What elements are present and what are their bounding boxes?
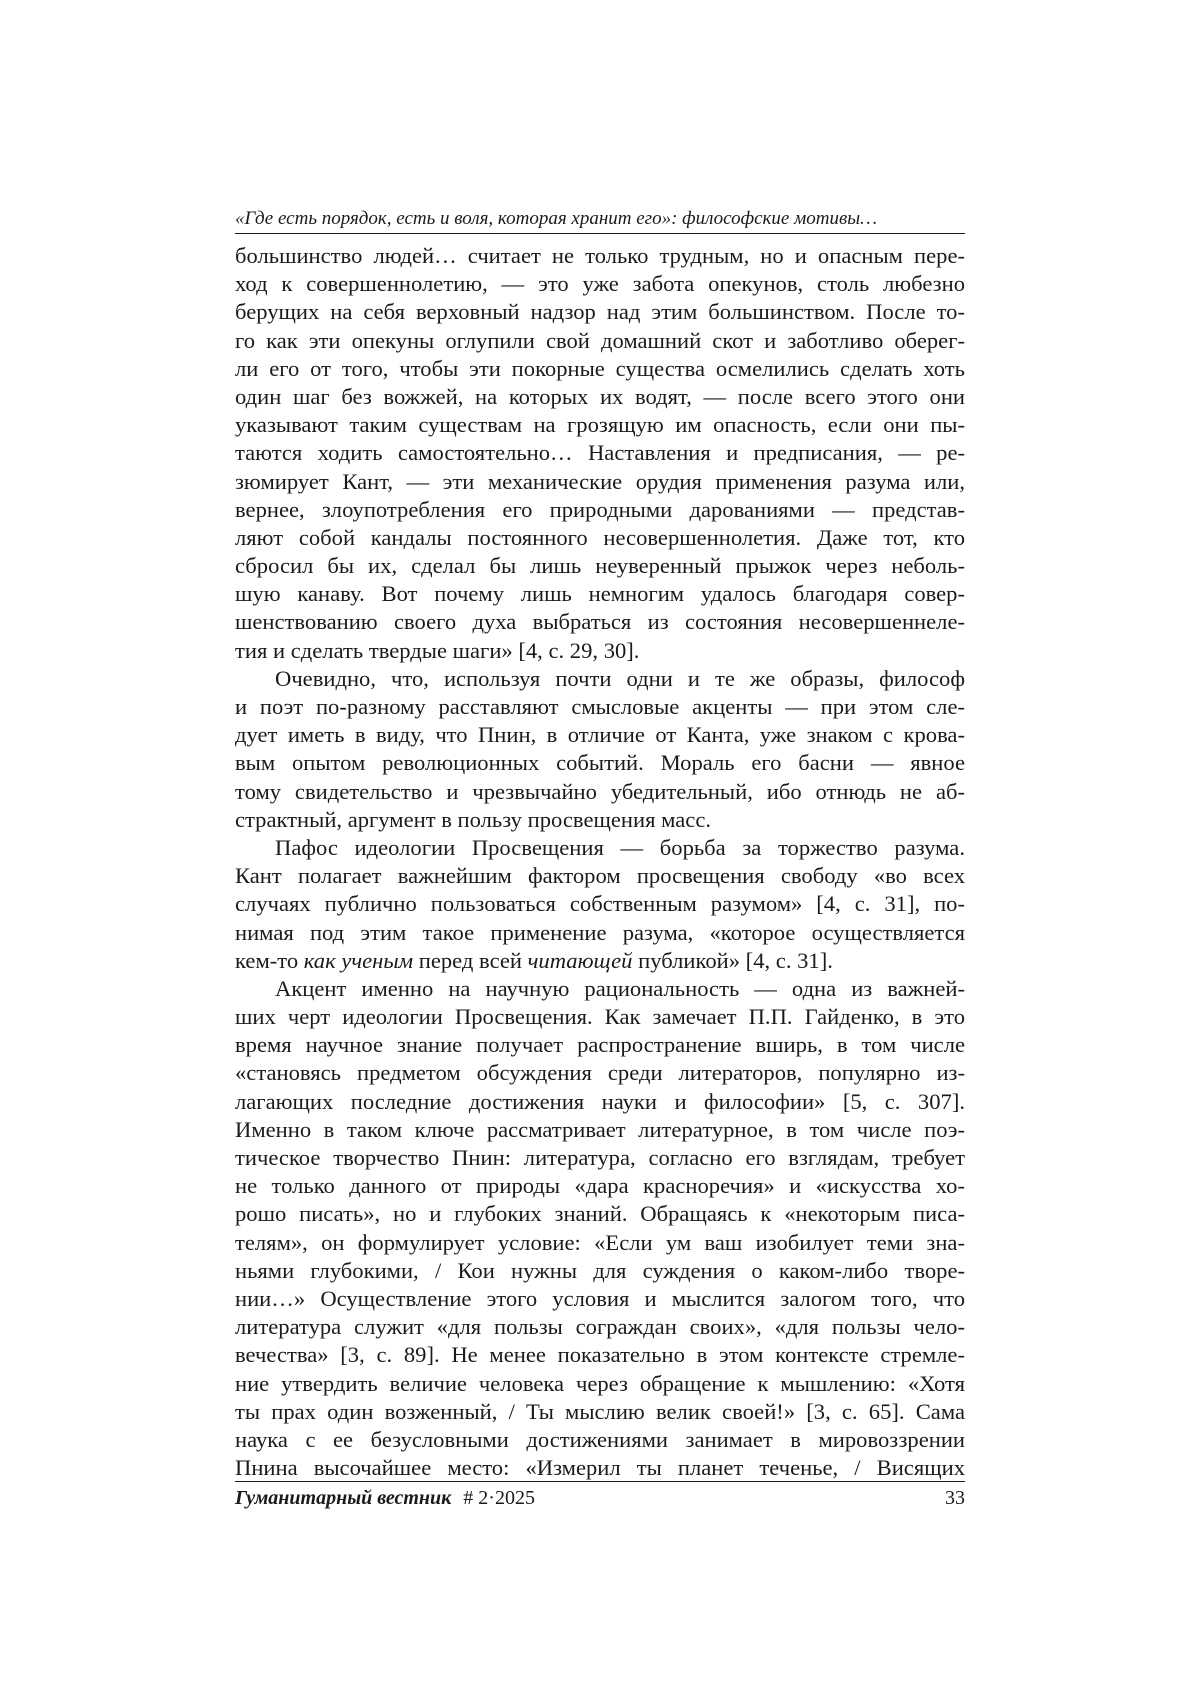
text-span: вечества» [3, с. 89]. Не менее показательно в этом контексте стремле-	[235, 1342, 965, 1368]
text-span: наука с ее безусловными достижениями занимает в мировоззрении	[235, 1426, 965, 1452]
text-span: Пнина высочайшее место: «Измерил ты планет теченье, / Висящих	[235, 1455, 965, 1481]
text-span: шую канаву. Вот почему лишь немногим удалось благодаря совер-	[235, 581, 965, 607]
text-span: ние утвердить величие человека через обращение к мышлению: «Хотя	[235, 1370, 965, 1396]
text-line	[235, 496, 965, 524]
text-line	[235, 1426, 965, 1454]
text-span: вым опытом революционных событий. Мораль его басни — явное	[235, 750, 965, 776]
text-span: не только данного от природы «дара красноречия» и «искусства хо-	[235, 1173, 965, 1199]
article-body	[235, 242, 965, 1482]
italic-text: читающей	[527, 947, 633, 973]
text-line	[235, 1313, 965, 1341]
text-line	[235, 355, 965, 383]
text-span: тическое творчество Пнин: литература, согласно его взглядам, требует	[235, 1145, 965, 1170]
text-line	[235, 552, 965, 580]
text-span: сбросил бы их, сделал бы лишь неуверенный прыжок через неболь-	[235, 553, 965, 579]
text-line	[235, 524, 965, 552]
text-span: таются ходить самостоятельно… Наставления и предписания, — ре-	[235, 440, 965, 466]
text-span: нии…» Осуществление этого условия и мыслится залогом того, что	[235, 1285, 965, 1311]
italic-text: как ученым	[303, 947, 414, 973]
text-span: телям», он формулирует условие: «Если ум ваш изобилует теми зна-	[235, 1229, 965, 1255]
text-line	[235, 1144, 965, 1172]
text-line	[235, 778, 965, 806]
text-span: ход к совершеннолетию, — это уже забота опекунов, столь любезно	[235, 271, 965, 297]
text-span: дует иметь в виду, что Пнин, в отличие от Канта, уже знаком с крова-	[235, 722, 965, 748]
text-span: нимая под этим такое применение разума, «которое осуществляется	[235, 919, 965, 945]
text-span: «становясь предметом обсуждения среди литераторов, популярно из-	[235, 1060, 965, 1086]
text-line	[235, 1059, 965, 1087]
text-span: время научное знание получает распространение вширь, в том числе	[235, 1032, 965, 1058]
text-line	[235, 468, 965, 496]
footer-divider	[235, 1481, 965, 1482]
text-span: шенствованию своего духа выбраться из состояния несовершеннеле-	[235, 609, 965, 635]
text-line	[235, 1088, 965, 1116]
header-divider	[235, 233, 965, 234]
text-line	[235, 665, 965, 693]
text-span: тому свидетельство и чрезвычайно убедительный, ибо отнюдь не аб-	[235, 778, 965, 804]
text-span: Очевидно, что, используя почти одни и те же образы, философ	[275, 665, 965, 691]
text-line	[235, 693, 965, 721]
text-span: ньями глубокими, / Кои нужны для суждения о каком-либо творе-	[235, 1257, 965, 1283]
text-line	[235, 749, 965, 777]
text-span: ты прах один возженный, / Ты мыслию велик своей!» [3, с. 65]. Сама	[235, 1398, 965, 1424]
text-line	[235, 1229, 965, 1257]
text-line	[235, 806, 965, 834]
text-span: литература служит «для пользы сограждан своих», «для пользы чело-	[235, 1314, 965, 1340]
text-line	[235, 1285, 965, 1313]
text-span: го как эти опекуны оглупили свой домашний скот и заботливо оберег-	[235, 327, 965, 353]
text-span: ших черт идеологии Просвещения. Как замечает П.П. Гайденко, в это	[235, 1004, 965, 1030]
text-span: лагающих последние достижения науки и философии» [5, с. 307].	[235, 1088, 965, 1114]
text-span: указывают таким существам на грозящую им опасность, если они пы-	[235, 412, 965, 438]
text-span: тия и сделать твердые шаги» [4, с. 29, 30].	[235, 637, 640, 663]
text-line	[235, 890, 965, 918]
issue-number: # 2·2025	[463, 1487, 535, 1509]
text-line	[235, 1172, 965, 1200]
text-line	[235, 298, 965, 326]
text-span: Кант полагает важнейшим фактором просвещения свободу «во всех	[235, 863, 965, 889]
text-line	[235, 975, 965, 1003]
page-number: 33	[945, 1487, 965, 1509]
text-line	[235, 721, 965, 749]
text-line	[235, 1454, 965, 1482]
text-line	[235, 1370, 965, 1398]
text-line	[235, 1341, 965, 1369]
text-line	[235, 1116, 965, 1144]
text-span: страктный, аргумент в пользу просвещения масс.	[235, 806, 711, 832]
text-line	[235, 411, 965, 439]
text-line	[235, 608, 965, 636]
text-span: берущих на себя верховный надзор над этим большинством. После то-	[235, 299, 965, 325]
text-span: кем-то	[235, 947, 304, 973]
text-line	[235, 1200, 965, 1228]
text-span: и поэт по-разному расставляют смысловые акценты — при этом сле-	[235, 694, 965, 719]
text-span: ли его от того, чтобы эти покорные существа осмелились сделать хоть	[235, 355, 965, 381]
text-span: рошо писать», но и глубоких знаний. Обращаясь к «некоторым писа-	[235, 1201, 965, 1227]
text-line	[235, 383, 965, 411]
text-line	[235, 1031, 965, 1059]
text-span: публикой» [4, с. 31].	[632, 947, 833, 973]
text-line	[235, 270, 965, 298]
text-span: случаях публично пользоваться собственным разумом» [4, с. 31], по-	[235, 891, 965, 917]
text-line	[235, 580, 965, 608]
text-line	[235, 637, 965, 665]
text-span: ляют собой кандалы постоянного несовершеннолетия. Даже тот, кто	[235, 524, 965, 550]
text-line	[235, 834, 965, 862]
text-line	[235, 327, 965, 355]
text-line	[235, 919, 965, 947]
text-span: один шаг без вожжей, на которых их водят, — после всего этого они	[235, 383, 965, 409]
text-line	[235, 1003, 965, 1031]
text-line	[235, 947, 965, 975]
page-footer	[235, 1487, 965, 1510]
text-span: большинство людей… считает не только трудным, но и опасным пере-	[235, 243, 965, 268]
text-span: Акцент именно на научную рациональность — одна из важней-	[275, 975, 965, 1001]
text-span: перед всей	[413, 947, 528, 973]
text-span: зюмирует Кант, — эти механические орудия применения разума или,	[235, 468, 965, 494]
text-line	[235, 439, 965, 467]
text-line	[235, 1257, 965, 1285]
text-span: вернее, злоупотребления его природными дарованиями — представ-	[235, 496, 965, 522]
text-line	[235, 1398, 965, 1426]
journal-title: Гуманитарный вестник	[235, 1487, 452, 1509]
footer-journal-info	[235, 1487, 535, 1510]
text-span: Пафос идеологии Просвещения — борьба за торжество разума.	[275, 834, 965, 860]
running-head: «Где есть порядок, есть и воля, которая хранит его»: философские мотивы…	[235, 208, 877, 229]
text-line	[235, 862, 965, 890]
text-span: Именно в таком ключе рассматривает литературное, в том числе поэ-	[235, 1116, 965, 1142]
text-line	[235, 242, 965, 270]
